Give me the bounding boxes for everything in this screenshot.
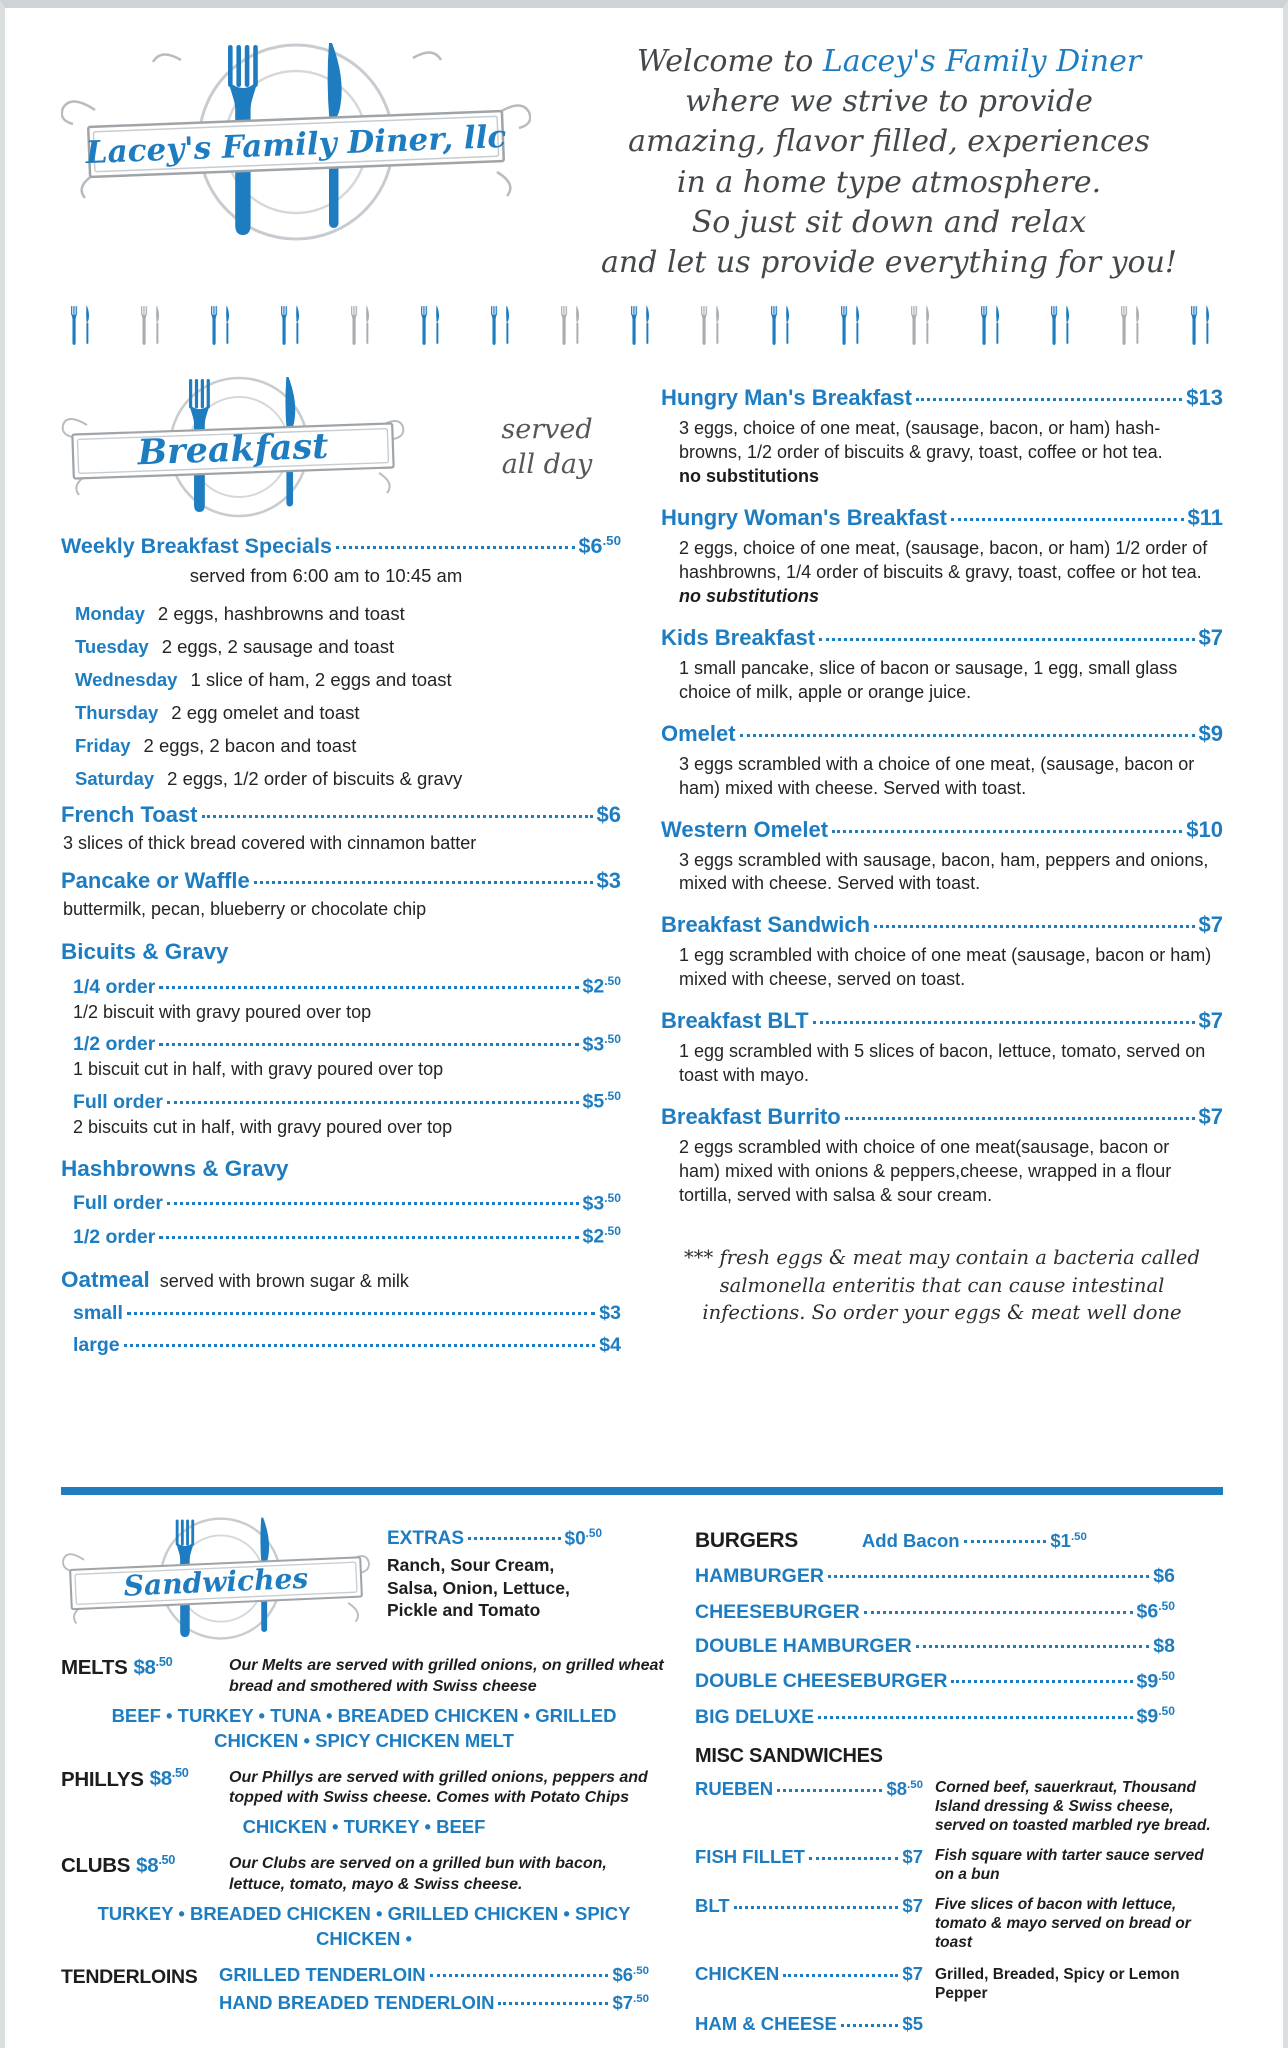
burgers-column xyxy=(695,1513,1223,2045)
sandwiches-left-column xyxy=(61,1513,667,2020)
item-price: $\$0^{.50}$ xyxy=(564,1527,602,1550)
day-desc: 2 eggs, 2 sausage and toast xyxy=(161,636,395,658)
breakfast-section xyxy=(61,371,1223,1461)
menu-subitem xyxy=(73,974,621,999)
item-name: Weekly Breakfast Specials xyxy=(61,534,332,559)
dotted-leader xyxy=(127,1312,595,1315)
welcome-line: in a home type atmosphere. xyxy=(676,164,1102,200)
dotted-leader xyxy=(468,1537,560,1540)
dotted-leader xyxy=(916,398,1182,401)
item-name: Kids Breakfast xyxy=(661,624,816,650)
tenderloins-label: TENDERLOINS xyxy=(61,1965,198,1988)
served-all-day-note: served all day xyxy=(501,414,593,481)
item-name: CHEESEBURGER xyxy=(695,1600,860,1623)
footnote-salmonella: *** fresh eggs & meat may contain a bacteria called salmonella enteritis that can cause intestinal infections. So order your eggs & meat well done xyxy=(684,1245,1200,1325)
item-name: large xyxy=(73,1333,120,1356)
dotted-leader xyxy=(951,1680,1132,1683)
weekly-specials-hours: served from 6:00 am to 10:45 am xyxy=(189,565,463,587)
item-price: $8 xyxy=(1153,1634,1175,1657)
cutlery-icon xyxy=(769,305,795,347)
cutlery-icon xyxy=(559,305,585,347)
item-desc: Fish square with tarter sauce served on a bun xyxy=(935,1846,1204,1884)
extras-block xyxy=(387,1513,602,1646)
cutlery-icon xyxy=(629,305,655,347)
menu-subitem xyxy=(73,1302,621,1325)
special-day-row xyxy=(75,636,621,658)
welcome-line: So just sit down and relax xyxy=(691,204,1087,240)
sandwiches-banner-row xyxy=(61,1513,667,1646)
oatmeal-title: Oatmeal xyxy=(61,1266,150,1292)
menu-subitem xyxy=(73,1191,621,1216)
item-price: $3 xyxy=(596,867,621,893)
extras-desc: Ranch, Sour Cream, Salsa, Onion, Lettuce, Pickle and Tomato xyxy=(387,1555,570,1621)
dotted-leader xyxy=(336,546,575,549)
burgers-title: BURGERS xyxy=(695,1529,798,1553)
dotted-leader xyxy=(841,2024,899,2027)
menu-subitem xyxy=(73,1224,621,1249)
cutlery-icon xyxy=(209,305,235,347)
item-price: $\$2^{.50}$ xyxy=(582,1224,621,1248)
dotted-leader xyxy=(777,1789,882,1792)
menu-item-double-cheeseburger xyxy=(695,1669,1175,1694)
item-desc: Corned beef, sauerkraut, Thousand Island dressing & Swiss cheese, served on toasted marbled rye bread. xyxy=(935,1778,1211,1835)
dotted-leader xyxy=(783,1974,898,1977)
dotted-leader xyxy=(124,1344,596,1347)
banner-scroll xyxy=(70,1557,362,1609)
menu-item-ham-and-cheese xyxy=(695,2013,1223,2035)
no-substitutions-note: no substitutions xyxy=(679,466,819,486)
day-desc: 2 eggs, hashbrowns and toast xyxy=(157,603,405,625)
cutlery-icon xyxy=(419,305,445,347)
sandwiches-banner xyxy=(61,1513,371,1646)
special-day-row xyxy=(75,603,621,625)
menu-item-kids-breakfast xyxy=(661,625,1223,705)
day-desc: 2 egg omelet and toast xyxy=(171,702,360,724)
dotted-leader xyxy=(828,1575,1149,1578)
item-name: HAND BREADED TENDERLOIN xyxy=(219,1991,495,2013)
clubs-group xyxy=(61,1852,667,1952)
cutlery-icon xyxy=(69,305,95,347)
menu-item-western-omelet xyxy=(661,817,1223,897)
dotted-leader xyxy=(498,2002,608,2005)
item-name: Breakfast Burrito xyxy=(661,1104,841,1130)
item-price: $5 xyxy=(902,2013,923,2035)
item-price: $6 xyxy=(1153,1565,1175,1588)
breakfast-right-column xyxy=(661,371,1223,1327)
dotted-leader xyxy=(951,518,1183,521)
item-price: $7 xyxy=(902,1962,923,1984)
melts-group xyxy=(61,1654,667,1754)
logo-title: Lacey's Family Diner, llc xyxy=(85,118,507,172)
dotted-leader xyxy=(813,1021,1195,1024)
menu-item-fish-fillet xyxy=(695,1846,1223,1885)
welcome-brand: Lacey's Family Diner xyxy=(822,44,1142,79)
item-name: DOUBLE HAMBURGER xyxy=(695,1634,912,1657)
menu-item-big-deluxe xyxy=(695,1704,1175,1729)
item-price: $\$6^{.50}$ xyxy=(578,533,621,559)
dotted-leader xyxy=(964,1540,1047,1543)
welcome-line xyxy=(555,42,1223,82)
item-price: $3 xyxy=(599,1301,621,1324)
dotted-leader xyxy=(845,1117,1195,1120)
special-day-row xyxy=(75,669,621,691)
menu-item-cheeseburger xyxy=(695,1599,1175,1624)
hashbrowns-gravy-title: Hashbrowns & Gravy xyxy=(61,1155,289,1181)
item-price: $\$2^{.50}$ xyxy=(582,974,621,998)
no-substitutions-note: no substitutions xyxy=(679,585,819,606)
breakfast-banner-title: Breakfast xyxy=(136,425,330,474)
weekly-specials-heading xyxy=(61,533,621,559)
item-desc: 1 egg scrambled with 5 slices of bacon, lettuce, tomato, served on toast with mayo. xyxy=(679,1041,1206,1086)
item-desc: 3 eggs scrambled with a choice of one meat, (sausage, bacon or ham) mixed with cheese. Served with toast. xyxy=(679,753,1195,798)
menu-item-hamburger xyxy=(695,1565,1175,1588)
phillys-group xyxy=(61,1766,667,1841)
menu-item-breakfast-sandwich xyxy=(661,912,1223,992)
item-price: $\$9^{.50}$ xyxy=(1136,1704,1175,1728)
dotted-leader xyxy=(430,1974,609,1977)
burgers-heading-row xyxy=(695,1529,1223,1553)
biscuits-gravy-title: Bicuits & Gravy xyxy=(61,939,229,965)
dotted-leader xyxy=(740,734,1195,737)
day-desc: 2 eggs, 2 bacon and toast xyxy=(143,735,357,757)
day-label: Saturday xyxy=(75,768,155,790)
item-name: 1/2 order xyxy=(73,1225,156,1248)
menu-item-pancake-waffle xyxy=(61,868,621,921)
add-bacon xyxy=(862,1530,1087,1552)
menu-item-chicken xyxy=(695,1963,1223,2004)
breakfast-left-column xyxy=(61,371,621,1358)
dotted-leader xyxy=(159,1043,578,1046)
banner-scroll xyxy=(84,111,508,177)
phillys-items: CHICKEN • TURKEY • BEEF xyxy=(242,1816,486,1838)
item-price: $\$3^{.50}$ xyxy=(582,1031,621,1056)
dotted-leader xyxy=(159,1236,578,1239)
item-price: $\$1^{.50}$ xyxy=(1050,1530,1087,1552)
item-name: 1/2 order xyxy=(73,1033,156,1056)
day-label: Wednesday xyxy=(75,669,178,691)
item-desc: Grilled, Breaded, Spicy or Lemon Pepper xyxy=(935,1965,1180,2002)
header xyxy=(61,32,1223,283)
day-desc: 1 slice of ham, 2 eggs and toast xyxy=(190,669,452,691)
cutlery-divider xyxy=(69,305,1215,347)
cutlery-icon xyxy=(699,305,725,347)
day-label: Friday xyxy=(75,735,131,757)
menu-item-hand-breaded-tenderloin xyxy=(219,1992,649,2014)
item-desc: 2 eggs scrambled with choice of one meat(sausage, bacon or ham) mixed with onions & peppers,cheese, wrapped in a flour tortilla, served with salsa & sour cream. xyxy=(679,1137,1172,1205)
item-name: small xyxy=(73,1301,123,1324)
dotted-leader xyxy=(202,815,593,818)
dotted-leader xyxy=(819,638,1194,641)
special-day-row xyxy=(75,735,621,757)
clubs-price: $\$8^{.50}$ xyxy=(136,1852,176,1878)
item-desc: 1 egg scrambled with choice of one meat (sausage, bacon or ham) mixed with cheese, served on toast. xyxy=(679,945,1212,990)
extras-heading xyxy=(387,1527,602,1550)
melts-label: MELTS xyxy=(61,1655,128,1679)
day-label: Monday xyxy=(75,603,145,625)
misc-sandwiches-title: MISC SANDWICHES xyxy=(695,1744,883,1767)
dotted-leader xyxy=(864,1611,1133,1614)
oatmeal-heading xyxy=(61,1267,621,1293)
item-price: $7 xyxy=(902,1894,923,1916)
dotted-leader xyxy=(254,881,593,884)
welcome-prefix: Welcome to xyxy=(636,44,823,79)
item-price: $9 xyxy=(1198,720,1223,746)
item-name: Breakfast Sandwich xyxy=(661,912,871,938)
item-price: $\$9^{.50}$ xyxy=(1136,1668,1175,1693)
cutlery-icon xyxy=(139,305,165,347)
item-name: BIG DELUXE xyxy=(695,1705,815,1728)
item-price: $7 xyxy=(902,1845,923,1867)
menu-item-grilled-tenderloin xyxy=(219,1964,649,1986)
item-name: Add Bacon xyxy=(861,1530,960,1552)
item-name: BLT xyxy=(695,1894,730,1916)
item-desc: 1/2 biscuit with gravy poured over top xyxy=(73,1001,372,1022)
dotted-leader xyxy=(818,1716,1132,1719)
menu-item-hungry-man xyxy=(661,385,1223,489)
item-desc: 1 biscuit cut in half, with gravy poured over top xyxy=(73,1059,444,1080)
cutlery-icon xyxy=(349,305,375,347)
item-desc: 3 eggs scrambled with sausage, bacon, ham, peppers and onions, mixed with cheese. Served with toast. xyxy=(679,849,1209,894)
item-desc: 3 eggs, choice of one meat, (sausage, bacon, or ham) hash-browns, 1/2 order of biscuits & gravy, toast, coffee or hot tea. no substitutions xyxy=(679,417,1213,489)
dotted-leader xyxy=(832,830,1182,833)
dotted-leader xyxy=(734,1906,899,1909)
item-name: RUEBEN xyxy=(695,1777,774,1799)
item-desc: 1 small pancake, slice of bacon or sausage, 1 egg, small glass choice of milk, apple or orange juice. xyxy=(679,657,1178,702)
dotted-leader xyxy=(874,925,1194,928)
melts-items: BEEF • TURKEY • TUNA • BREADED CHICKEN • GRILLED CHICKEN • SPICY CHICKEN MELT xyxy=(111,1704,617,1751)
special-day-row xyxy=(75,702,621,724)
item-price: $\$6^{.50}$ xyxy=(612,1963,649,1985)
laceys-logo xyxy=(61,32,531,255)
phillys-desc: Our Phillys are served with grilled onions, peppers and topped with Swiss cheese. Comes with Potato Chips xyxy=(229,1768,648,1807)
melts-desc: Our Melts are served with grilled onions, on grilled wheat bread and smothered with Swiss cheese xyxy=(229,1657,664,1695)
tenderloins-group xyxy=(61,1964,667,2020)
item-price: $\$7^{.50}$ xyxy=(612,1991,649,2013)
cutlery-icon xyxy=(909,305,935,347)
menu-item-breakfast-blt xyxy=(661,1008,1223,1088)
banner-scroll xyxy=(72,424,393,479)
item-price: $7 xyxy=(1198,912,1223,938)
item-price: $13 xyxy=(1186,385,1223,411)
menu-item-omelet xyxy=(661,721,1223,801)
section-divider xyxy=(61,1487,1223,1495)
item-name: French Toast xyxy=(61,802,198,828)
menu-item-rueben xyxy=(695,1778,1223,1836)
cutlery-icon xyxy=(979,305,1005,347)
phillys-label: PHILLYS xyxy=(61,1767,144,1791)
item-name: Breakfast BLT xyxy=(661,1008,809,1034)
dotted-leader xyxy=(159,986,578,989)
item-price: $\$6^{.50}$ xyxy=(1136,1599,1175,1623)
item-price: $4 xyxy=(599,1333,621,1356)
item-name: Hungry Woman's Breakfast xyxy=(661,504,948,530)
welcome-line: where we strive to provide xyxy=(685,84,1093,120)
item-name: CHICKEN xyxy=(695,1962,780,1984)
item-name: 1/4 order xyxy=(73,975,156,998)
melts-price: $\$8^{.50}$ xyxy=(133,1654,173,1679)
item-name: FISH FILLET xyxy=(695,1845,805,1867)
menu-item-breakfast-burrito xyxy=(661,1104,1223,1208)
clubs-label: CLUBS xyxy=(61,1854,131,1878)
item-price: $7 xyxy=(1198,624,1223,650)
cutlery-icon xyxy=(1049,305,1075,347)
dotted-leader xyxy=(916,1645,1150,1648)
cutlery-icon xyxy=(279,305,305,347)
menu-item-blt xyxy=(695,1895,1223,1953)
welcome-text xyxy=(555,32,1223,283)
menu-subitem xyxy=(73,1334,621,1357)
cutlery-icon xyxy=(1119,305,1145,347)
item-desc: Five slices of bacon with lettuce, tomato & mayo served on bread or toast xyxy=(935,1895,1191,1952)
item-name: Omelet xyxy=(661,720,736,746)
sandwiches-banner-title: Sandwiches xyxy=(123,1561,309,1603)
item-price: $10 xyxy=(1186,816,1223,842)
item-name: Pancake or Waffle xyxy=(61,867,250,893)
breakfast-banner-row xyxy=(61,371,621,523)
menu-subitem xyxy=(73,1089,621,1114)
item-name: Full order xyxy=(73,1192,163,1215)
cutlery-icon xyxy=(1189,305,1215,347)
item-price: $7 xyxy=(1198,1008,1223,1034)
menu-item-hungry-woman xyxy=(661,505,1223,609)
cutlery-icon xyxy=(839,305,865,347)
item-name: Western Omelet xyxy=(661,816,829,842)
laceys-logo-graphic xyxy=(61,32,531,250)
item-price: $\$5^{.50}$ xyxy=(582,1089,621,1113)
item-name: HAMBURGER xyxy=(695,1565,824,1588)
clubs-desc: Our Clubs are served on a grilled bun with bacon, lettuce, tomato, mayo & Swiss cheese. xyxy=(229,1855,607,1894)
item-price: $\$3^{.50}$ xyxy=(582,1190,621,1215)
item-name: DOUBLE CHEESEBURGER xyxy=(695,1670,948,1693)
item-name: HAM & CHEESE xyxy=(695,2013,837,2035)
dotted-leader xyxy=(167,1101,579,1104)
oatmeal-note: served with brown sugar & milk xyxy=(159,1270,409,1291)
day-label: Thursday xyxy=(75,702,159,724)
breakfast-banner xyxy=(61,371,406,523)
item-desc: 2 eggs, choice of one meat, (sausage, bacon, or ham) 1/2 order of hashbrowns, 1/4 order of biscuits & gravy, toast, coffee or hot tea. no substitutions xyxy=(679,537,1208,606)
item-name: Hungry Man's Breakfast xyxy=(661,385,912,411)
item-name: EXTRAS xyxy=(387,1528,465,1550)
cutlery-icon xyxy=(489,305,515,347)
menu-subitem xyxy=(73,1032,621,1057)
day-label: Tuesday xyxy=(75,636,149,658)
welcome-line: and let us provide everything for you! xyxy=(601,244,1177,280)
sandwiches-section xyxy=(61,1513,1223,2045)
item-price: $11 xyxy=(1187,504,1223,530)
item-price: $6 xyxy=(596,802,621,828)
menu-item-french-toast xyxy=(61,802,621,855)
item-desc: 3 slices of thick bread covered with cinnamon batter xyxy=(63,833,477,854)
item-desc: 2 biscuits cut in half, with gravy poured over top xyxy=(73,1116,453,1137)
clubs-items: TURKEY • BREADED CHICKEN • GRILLED CHICKEN • SPICY CHICKEN • xyxy=(97,1902,631,1949)
menu-item-double-hamburger xyxy=(695,1635,1175,1658)
dotted-leader xyxy=(809,1857,898,1860)
item-price: $\$8^{.50}$ xyxy=(886,1777,923,1799)
item-name: Full order xyxy=(73,1090,163,1113)
phillys-price: $\$8^{.50}$ xyxy=(149,1765,189,1791)
special-day-row xyxy=(75,768,621,790)
day-desc: 2 eggs, 1/2 order of biscuits & gravy xyxy=(167,768,463,790)
item-desc: buttermilk, pecan, blueberry or chocolate chip xyxy=(63,898,427,919)
item-price: $7 xyxy=(1198,1104,1223,1130)
item-name: GRILLED TENDERLOIN xyxy=(219,1963,426,1985)
dotted-leader xyxy=(167,1202,579,1205)
welcome-line: amazing, flavor filled, experiences xyxy=(628,124,1150,160)
